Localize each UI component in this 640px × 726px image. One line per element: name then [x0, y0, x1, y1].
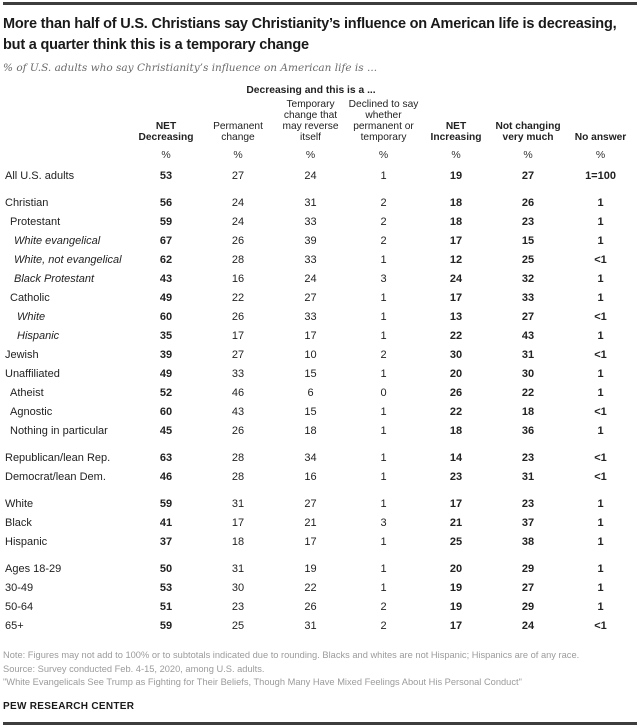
cell-value: 26	[304, 601, 317, 613]
cell-value: 43	[521, 330, 535, 342]
cell-value: 1	[597, 368, 604, 380]
cell-value: 32	[521, 273, 535, 285]
cell-value: 1	[380, 563, 387, 575]
unit-percent: %	[305, 149, 316, 161]
cell-value: 27	[521, 582, 535, 594]
group-header-row	[3, 85, 637, 99]
subtitle: % of U.S. adults who say Christianity’s influence on American life is ...	[3, 62, 378, 74]
col-header-net-decreasing: NET Decreasing	[138, 121, 194, 143]
cell-value: 26	[231, 235, 245, 247]
cell-value: 1	[597, 235, 604, 247]
cell-value: 31	[304, 197, 317, 209]
cell-value: 43	[231, 406, 245, 418]
cell-value: 1	[380, 330, 387, 342]
cell-value: 23	[521, 216, 535, 228]
unit-percent: %	[378, 149, 389, 161]
cell-value: 1	[380, 582, 387, 594]
cell-value: 1	[597, 292, 604, 304]
cell-value: 28	[231, 254, 245, 266]
cell-value: 1	[597, 387, 604, 399]
cell-value: 1	[597, 197, 604, 209]
col-header-permanent-change: Permanent change	[213, 121, 263, 143]
table-row	[3, 617, 637, 636]
cell-value: 18	[449, 197, 463, 209]
cell-value: 6	[307, 387, 314, 399]
cell-value: 49	[159, 368, 173, 380]
cell-value: 22	[231, 292, 245, 304]
cell-value: 1	[380, 471, 387, 483]
unit-percent: %	[595, 149, 606, 161]
cell-value: 24	[231, 197, 245, 209]
cell-value: 27	[521, 311, 535, 323]
cell-value: 15	[304, 406, 317, 418]
cell-value: 2	[380, 601, 387, 613]
cell-value: 29	[521, 601, 535, 613]
table-row	[3, 167, 637, 186]
cell-value: 23	[521, 452, 535, 464]
cell-value: <1	[594, 254, 607, 266]
row-label: 30-49	[5, 582, 34, 594]
cell-value: 49	[159, 292, 173, 304]
cell-value: 39	[304, 235, 317, 247]
cell-value: 31	[304, 620, 317, 632]
cell-value: 10	[304, 349, 317, 361]
cell-value: 30	[231, 582, 245, 594]
cell-value: 17	[449, 620, 463, 632]
cell-value: 24	[521, 620, 535, 632]
brand-pew-research-center: PEW RESEARCH CENTER	[3, 700, 135, 712]
column-header-row	[3, 99, 637, 147]
col-header-declined-to-say: Declined to say whether permanent or temporary	[348, 99, 419, 143]
cell-value: 17	[449, 292, 463, 304]
table-row	[3, 422, 637, 441]
cell-value: 15	[521, 235, 535, 247]
row-label: White	[5, 498, 34, 510]
cell-value: <1	[594, 349, 607, 361]
cell-value: 18	[449, 425, 463, 437]
cell-value: 1	[597, 216, 604, 228]
cell-value: 24	[449, 273, 463, 285]
cell-value: 1	[597, 563, 604, 575]
cell-value: 27	[231, 349, 245, 361]
row-label: White, not evangelical	[14, 254, 122, 266]
cell-value: 31	[521, 349, 535, 361]
cell-value: 27	[231, 170, 245, 182]
cell-value: 17	[449, 498, 463, 510]
cell-value: 22	[304, 582, 317, 594]
cell-value: 18	[449, 216, 463, 228]
cell-value: 19	[449, 582, 463, 594]
cell-value: 24	[304, 273, 317, 285]
cell-value: 17	[231, 517, 245, 529]
cell-value: 1	[597, 425, 604, 437]
table-row	[3, 487, 637, 514]
table-row	[3, 308, 637, 327]
cell-value: 1	[380, 536, 387, 548]
cell-value: 19	[304, 563, 317, 575]
table-row	[3, 579, 637, 598]
report-title-text: "White Evangelicals See Trump as Fighting for Their Beliefs, Though Many Have Mixed Feelings About His Personal Conduct"	[3, 677, 522, 687]
cell-value: 33	[304, 311, 317, 323]
cell-value: 23	[231, 601, 245, 613]
cell-value: 2	[380, 216, 387, 228]
table-row	[3, 346, 637, 365]
cell-value: <1	[594, 311, 607, 323]
table-row	[3, 552, 637, 579]
cell-value: 2	[380, 620, 387, 632]
cell-value: 59	[159, 216, 173, 228]
cell-value: 59	[159, 620, 173, 632]
table-row	[3, 365, 637, 384]
cell-value: 31	[231, 498, 245, 510]
cell-value: 24	[231, 216, 245, 228]
cell-value: 27	[304, 498, 317, 510]
col-header-no-answer: No answer	[574, 132, 627, 143]
cell-value: 25	[521, 254, 535, 266]
col-header-not-changing: Not changing very much	[495, 121, 561, 143]
cell-value: 2	[380, 349, 387, 361]
cell-value: 1	[380, 170, 387, 182]
cell-value: 1	[597, 273, 604, 285]
row-label: Ages 18-29	[5, 563, 62, 575]
cell-value: 17	[304, 536, 317, 548]
cell-value: 56	[159, 197, 173, 209]
row-label: Protestant	[10, 216, 61, 228]
row-label: Atheist	[10, 387, 44, 399]
cell-value: 28	[231, 452, 245, 464]
cell-value: 30	[449, 349, 463, 361]
cell-value: 30	[521, 368, 535, 380]
note-text: Note: Figures may not add to 100% or to subtotals indicated due to rounding. Blacks and whites are not Hispanic; Hispanics are of any race.	[3, 650, 580, 660]
row-label: 65+	[5, 620, 24, 632]
row-label: White	[17, 311, 46, 323]
unit-percent: %	[523, 149, 533, 161]
cell-value: 36	[521, 425, 535, 437]
cell-value: 26	[231, 425, 245, 437]
cell-value: 53	[159, 582, 173, 594]
cell-value: 53	[159, 170, 173, 182]
cell-value: 29	[521, 563, 535, 575]
table-row	[3, 441, 637, 468]
spacer-cell	[130, 85, 202, 99]
row-label: Jewish	[5, 349, 39, 361]
cell-value: 23	[449, 471, 463, 483]
unit-percent: %	[161, 149, 171, 161]
cell-value: 1	[380, 452, 387, 464]
row-label: Catholic	[10, 292, 50, 304]
cell-value: 37	[159, 536, 173, 548]
cell-value: 33	[231, 368, 245, 380]
row-label: White evangelical	[14, 235, 101, 247]
row-label: Black	[5, 517, 32, 529]
cell-value: 1	[597, 498, 604, 510]
cell-value: 1	[380, 406, 387, 418]
cell-value: 1	[380, 311, 387, 323]
row-label: Hispanic	[5, 536, 48, 548]
cell-value: 17	[449, 235, 463, 247]
cell-value: 1	[597, 536, 604, 548]
source-text: Source: Survey conducted Feb. 4-15, 2020, among U.S. adults.	[3, 663, 265, 674]
cell-value: 17	[304, 330, 317, 342]
cell-value: 12	[449, 254, 463, 266]
cell-value: 37	[521, 517, 535, 529]
spacer-cell	[3, 85, 130, 99]
unit-percent: %	[451, 149, 461, 161]
cell-value: <1	[594, 620, 607, 632]
cell-value: 1	[597, 582, 604, 594]
cell-value: 3	[380, 273, 387, 285]
cell-value: 13	[449, 311, 463, 323]
spacer-cell	[492, 85, 564, 99]
bottom-rule	[3, 722, 637, 725]
unit-percent: %	[233, 149, 243, 161]
row-label: Christian	[5, 197, 49, 209]
table-row	[3, 384, 637, 403]
cell-value: 45	[159, 425, 173, 437]
cell-value: <1	[594, 406, 607, 418]
cell-value: 1	[380, 254, 387, 266]
table-row	[3, 213, 637, 232]
cell-value: 27	[304, 292, 317, 304]
cell-value: 15	[304, 368, 317, 380]
cell-value: 43	[159, 273, 173, 285]
cell-value: 26	[449, 387, 463, 399]
cell-value: 1	[597, 517, 604, 529]
row-label: 50-64	[5, 601, 34, 613]
table-row	[3, 251, 637, 270]
row-label: All U.S. adults	[5, 170, 75, 182]
cell-value: 46	[231, 387, 245, 399]
table-row	[3, 403, 637, 422]
cell-value: 1=100	[585, 170, 616, 182]
spacer-cell	[3, 99, 130, 147]
cell-value: 52	[159, 387, 173, 399]
cell-value: 25	[231, 620, 245, 632]
cell-value: 0	[380, 387, 387, 399]
cell-value: 2	[380, 197, 387, 209]
cell-value: 22	[449, 406, 463, 418]
table-row	[3, 186, 637, 213]
cell-value: 33	[521, 292, 535, 304]
cell-value: 31	[521, 471, 535, 483]
cell-value: 26	[521, 197, 535, 209]
cell-value: 19	[449, 601, 463, 613]
unit-row	[3, 147, 637, 167]
cell-value: <1	[594, 452, 607, 464]
table-row	[3, 327, 637, 346]
cell-value: 62	[159, 254, 173, 266]
cell-value: 31	[231, 563, 245, 575]
cell-value: 28	[231, 471, 245, 483]
cell-value: 67	[159, 235, 173, 247]
table-row	[3, 232, 637, 251]
cell-value: 18	[231, 536, 245, 548]
cell-value: 63	[159, 452, 173, 464]
spacer-cell	[420, 85, 492, 99]
cell-value: 26	[231, 311, 245, 323]
footer	[3, 649, 637, 713]
cell-value: 1	[597, 601, 604, 613]
spacer-cell	[564, 85, 637, 99]
cell-value: 22	[521, 387, 535, 399]
cell-value: 1	[380, 292, 387, 304]
cell-value: 18	[304, 425, 317, 437]
row-label: Hispanic	[17, 330, 60, 342]
row-label: Black Protestant	[14, 273, 95, 285]
cell-value: 34	[304, 452, 317, 464]
cell-value: 25	[449, 536, 463, 548]
table-row	[3, 514, 637, 533]
cell-value: 59	[159, 498, 173, 510]
table-row	[3, 533, 637, 552]
cell-value: 3	[380, 517, 387, 529]
cell-value: 46	[159, 471, 173, 483]
cell-value: 1	[380, 425, 387, 437]
cell-value: 21	[449, 517, 463, 529]
cell-value: 17	[231, 330, 245, 342]
cell-value: 20	[449, 368, 463, 380]
cell-value: 33	[304, 216, 317, 228]
table-body	[3, 167, 637, 636]
cell-value: 51	[159, 601, 173, 613]
table-row	[3, 289, 637, 308]
top-rule	[3, 2, 637, 5]
cell-value: 1	[597, 330, 604, 342]
cell-value: 60	[159, 311, 173, 323]
row-label: Democrat/lean Dem.	[5, 471, 106, 483]
cell-value: 2	[380, 235, 387, 247]
spacer-cell	[3, 147, 130, 167]
table-row	[3, 270, 637, 289]
cell-value: 24	[304, 170, 317, 182]
col-header-net-increasing: NET Increasing	[430, 121, 482, 143]
cell-value: 50	[159, 563, 173, 575]
table-row	[3, 468, 637, 487]
cell-value: 19	[449, 170, 463, 182]
cell-value: 16	[304, 471, 317, 483]
group-header-decreasing: Decreasing and this is a ...	[246, 85, 376, 96]
cell-value: 22	[449, 330, 463, 342]
cell-value: 27	[521, 170, 535, 182]
row-label: Nothing in particular	[10, 425, 108, 437]
cell-value: 18	[521, 406, 535, 418]
cell-value: 41	[159, 517, 173, 529]
table-header	[3, 85, 637, 167]
data-table	[3, 85, 637, 636]
row-label: Agnostic	[10, 406, 53, 418]
row-label: Republican/lean Rep.	[5, 452, 111, 464]
cell-value: 14	[449, 452, 463, 464]
cell-value: 60	[159, 406, 173, 418]
cell-value: 23	[521, 498, 535, 510]
cell-value: 33	[304, 254, 317, 266]
page-title: More than half of U.S. Christians say Christianity’s influence on American life is decreasing, but a quarter think this is a temporary change	[3, 16, 617, 53]
col-header-temporary-change: Temporary change that may reverse itself	[282, 99, 339, 143]
cell-value: 35	[159, 330, 173, 342]
table-row	[3, 598, 637, 617]
cell-value: <1	[594, 471, 607, 483]
row-label: Unaffiliated	[5, 368, 60, 380]
cell-value: 21	[304, 517, 317, 529]
cell-value: 16	[231, 273, 245, 285]
cell-value: 1	[380, 368, 387, 380]
cell-value: 1	[380, 498, 387, 510]
cell-value: 20	[449, 563, 463, 575]
cell-value: 38	[521, 536, 535, 548]
cell-value: 39	[159, 349, 173, 361]
